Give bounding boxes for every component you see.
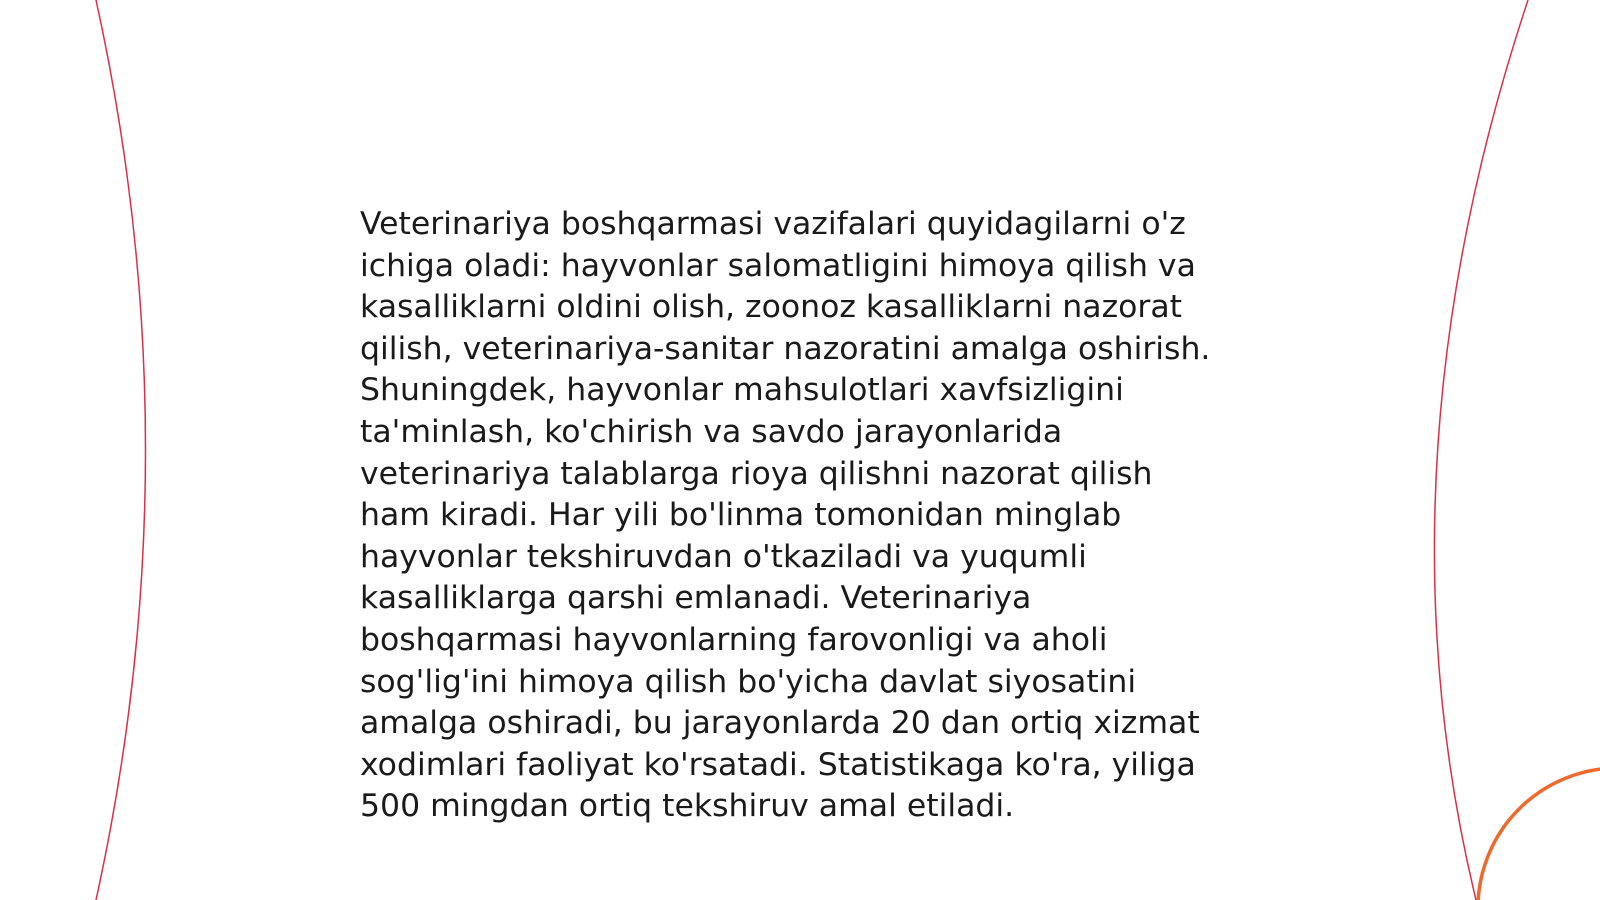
left-curve-line (96, 0, 146, 900)
body-paragraph: Veterinariya boshqarmasi vazifalari quyidagilarni o'z ichiga oladi: hayvonlar salomatligini himoya qilish va kasalliklarni oldini olish, zoonoz kasalliklarni nazorat qilish, veterinariya-sanitar nazoratini amalga oshirish. Shuningdek, hayvonlar mahsulotlari xavfsizligini ta'minlash, ko'chirish va savdo jarayonlarida veterinariya talablarga rioya qilishni nazorat qilish ham kiradi. Har yili bo'linma tomonidan minglab hayvonlar tekshiruvdan o'tkaziladi va yuqumli kasalliklarga qarshi emlanadi. Veterinariya boshqarmasi hayvonlarning farovonligi va aholi sog'lig'ini himoya qilish bo'yicha davlat siyosatini amalga oshiradi, bu jarayonlarda 20 dan ortiq xizmat xodimlari faoliyat ko'rsatadi. Statistikaga ko'ra, yiliga 500 mingdan ortiq tekshiruv amal etiladi. (360, 206, 1211, 825)
orange-circle-outline (1478, 768, 1600, 900)
right-curve-line (1434, 0, 1528, 900)
